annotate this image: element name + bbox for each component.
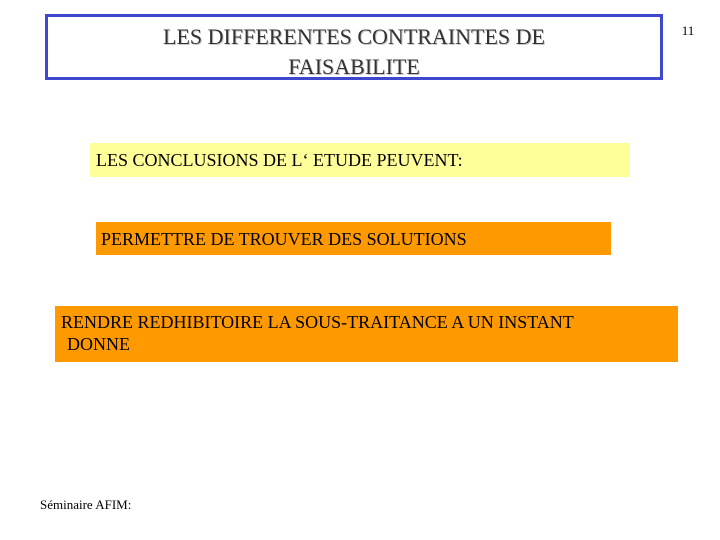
page-number: 11 — [681, 23, 695, 38]
solutions-box — [96, 222, 611, 255]
redhibitoire-text-line-1: RENDRE REDHIBITOIRE LA SOUS-TRAITANCE A UN INSTANT — [61, 312, 574, 332]
redhibitoire-text-line-2: DONNE — [67, 334, 130, 354]
redhibitoire-box — [55, 306, 678, 362]
slide-title-line-2: FAISABILITE — [288, 54, 420, 79]
solutions-text: PERMETTRE DE TROUVER DES SOLUTIONS — [101, 229, 467, 249]
conclusions-box — [90, 143, 630, 177]
conclusions-text: LES CONCLUSIONS DE L‘ ETUDE PEUVENT: — [96, 150, 463, 170]
slide-title-line-1: LES DIFFERENTES CONTRAINTES DE — [163, 24, 545, 49]
slide-title-box — [45, 14, 663, 80]
footer-text: Séminaire AFIM: — [40, 497, 132, 512]
